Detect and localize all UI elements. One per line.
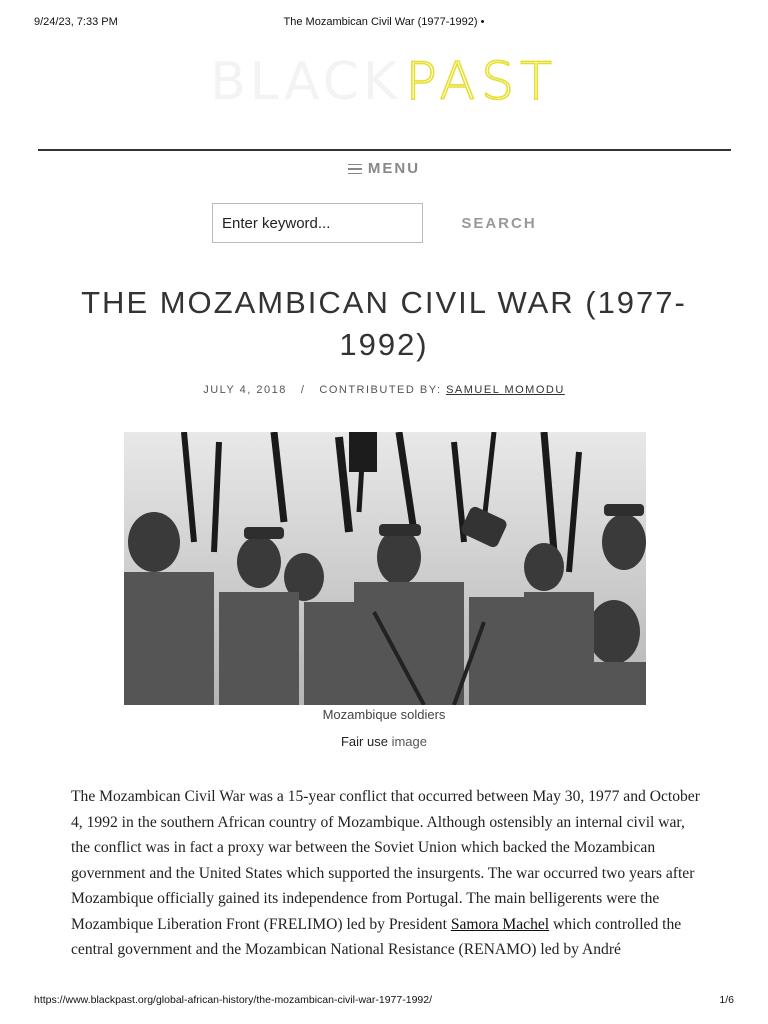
contributed-label: CONTRIBUTED BY: [319, 384, 442, 396]
print-header [34, 16, 734, 30]
hamburger-icon [348, 161, 362, 178]
meta-separator: / [300, 384, 306, 396]
search-button[interactable]: SEARCH [443, 203, 555, 243]
image-credit [0, 734, 768, 749]
print-datetime: 9/24/23, 7:33 PM [34, 16, 118, 28]
header-divider [38, 149, 731, 151]
image-credit-prefix: Fair use [340, 734, 388, 749]
author-link[interactable]: SAMUEL MOMODU [446, 384, 565, 396]
samora-machel-link[interactable]: Samora Machel [450, 915, 550, 933]
site-logo[interactable] [0, 52, 768, 112]
body-text-part2: which controlled the central government and the Mozambican National Resistance (RENAMO) led by André [71, 915, 682, 958]
print-page-number: 1/6 [719, 994, 734, 1006]
body-text-part1: The Mozambican Civil War was a 15-year conflict that occurred between May 30, 1977 and October 4, 1992 in the southern African country of Mozambique. Although ostensibly an internal civil war, the conflict was in fact a proxy war between the Soviet Union which backed the Mozambican government and the United States which supported the insurgents. The war occurred two years after Mozambique officially gained its independence from Portugal. The main belligerents were the Mozambique Liberation Front (FRELIMO) led by President [71, 788, 700, 933]
image-credit-link[interactable]: image [391, 734, 427, 749]
logo-past-text: PAST [405, 52, 558, 112]
publish-date: JULY 4, 2018 [203, 384, 287, 396]
article-title: THE MOZAMBICAN CIVIL WAR (1977-1992) [81, 285, 687, 362]
menu-toggle[interactable] [0, 160, 768, 177]
soldiers-photo-illustration [124, 432, 646, 705]
search-input[interactable] [212, 203, 423, 243]
print-url: https://www.blackpast.org/global-african-history/the-mozambican-civil-war-1977-1992/ [34, 994, 433, 1006]
article-photo [124, 432, 646, 705]
print-footer [34, 994, 734, 1008]
menu-label: MENU [367, 160, 421, 177]
article-body [71, 784, 703, 963]
article-meta [0, 384, 768, 396]
image-caption: Mozambique soldiers [322, 707, 446, 722]
print-page-title: The Mozambican Civil War (1977-1992) • [283, 16, 485, 28]
logo-faint-text: BLACK [210, 52, 402, 112]
